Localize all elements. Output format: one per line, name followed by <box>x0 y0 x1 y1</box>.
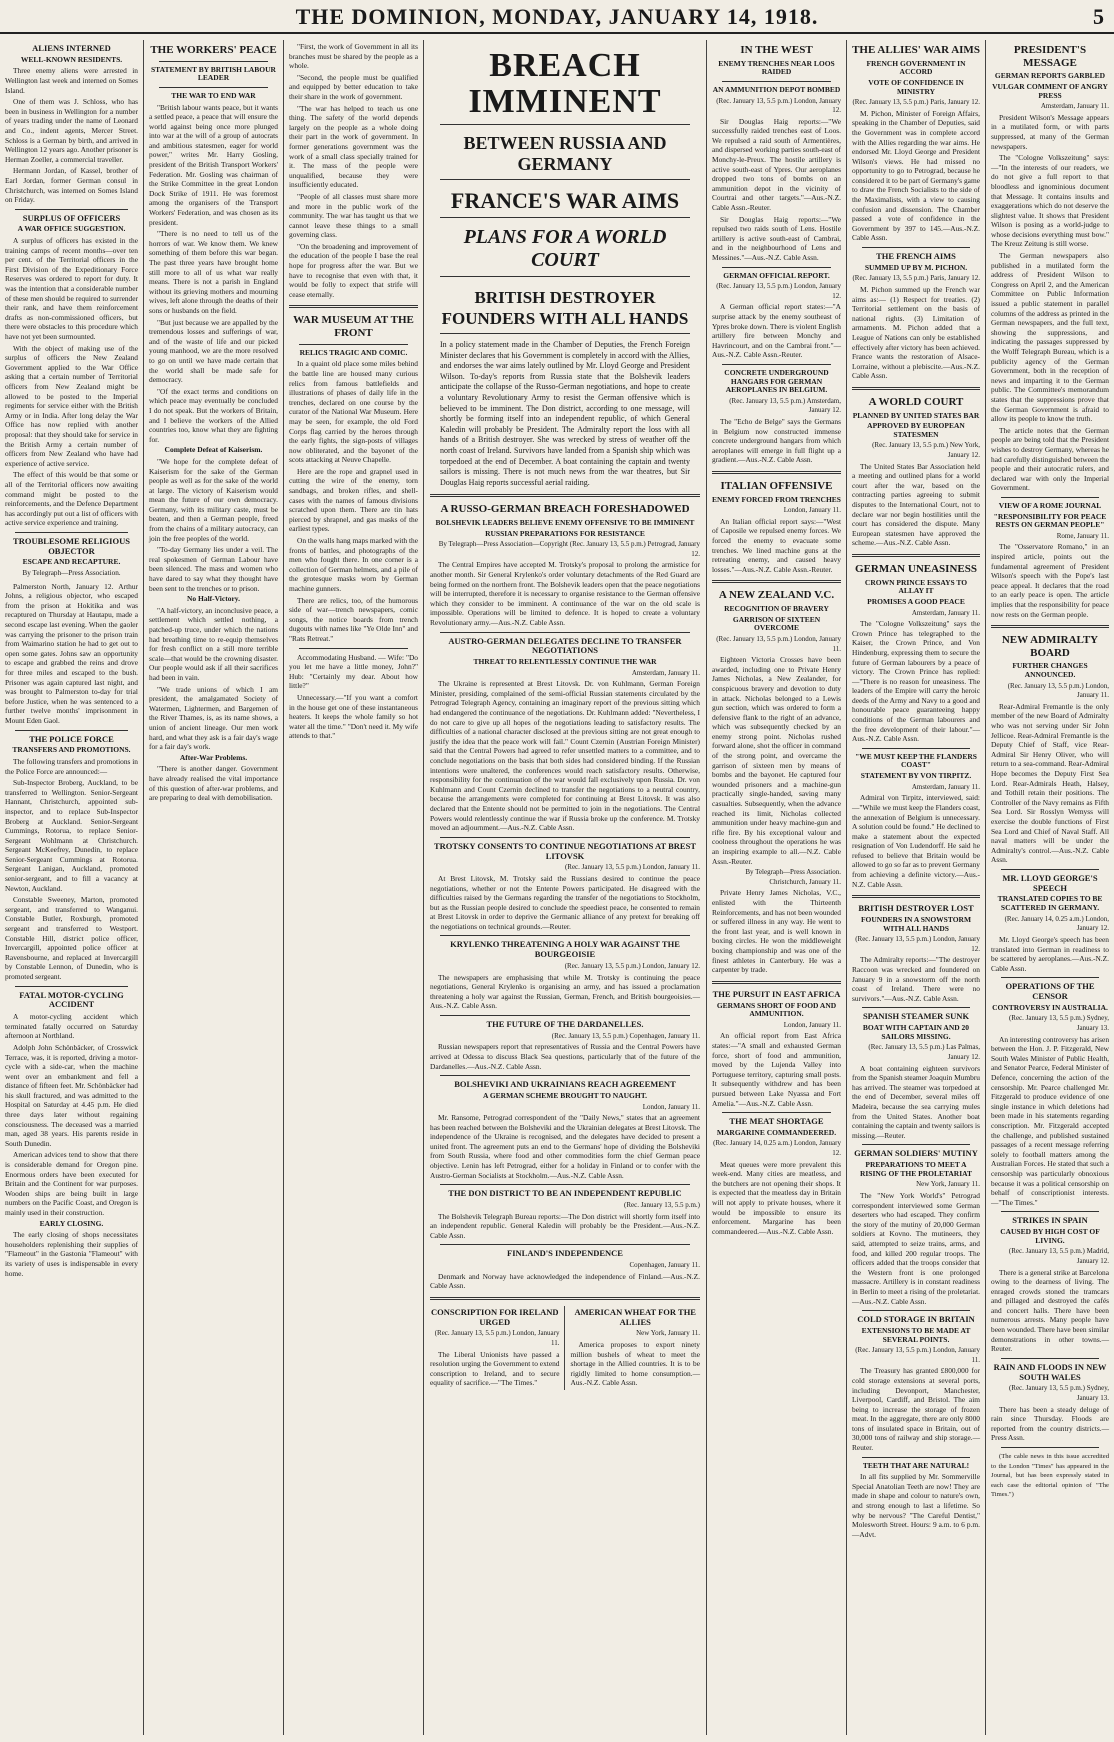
headline: FATAL MOTOR-CYCLING ACCIDENT <box>19 989 124 1010</box>
dateline: By Telegraph—Press Association. Christchurch, January 11. <box>745 868 841 886</box>
subheadline: A WAR OFFICE SUGGESTION. <box>17 224 126 234</box>
paragraph: The Admiralty reports:—"The destroyer Raccoon was wrecked and foundered on January 9 in a snowstorm off the north coast of Ireland. There were no survivors."—Aus.-N.Z. Cable Assn. <box>852 955 980 1003</box>
divider <box>440 217 690 218</box>
dateline: (Rec. January 13, 5.5 p.m.) Sydney, January 13. <box>1008 1384 1109 1402</box>
headline: STRIKES IN SPAIN <box>1012 1215 1088 1226</box>
paragraph: M. Pichon summed up the French war aims as:— (1) Respect for treaties. (2) Territorial settlement on the basis of national rights. (3) Limitation of armaments. M. Pichon added that a League of Nations can only be established effectively after victory has been achieved. France wants the restoration of Alsace-Lorraine, without a plebiscite.—Aus.-N.Z. Cable Assn. <box>852 285 980 381</box>
newspaper-title: THE DOMINION, MONDAY, JANUARY 14, 1918. <box>295 4 819 29</box>
subheadline: After-War Problems. <box>179 752 248 762</box>
dateline: (Rec. January 13, 5.5 p.m.) London, January 12. <box>564 962 700 971</box>
dateline: (Rec. January 13, 5.5 p.m.) New York, January 12. <box>872 441 980 460</box>
dateline: (Rec. January 13, 5.5 p.m.) London, January 11. <box>855 1346 980 1364</box>
paragraph: One of them was J. Schloss, who has been in business in Wellington for a number of years trading under the name of Leonard and Co., indent agents, Mercer Street. Schloss is a German by birth, and arrived in Wellington 12 years ago. Another prisoner is Herman Zoeller, a commercial traveller. <box>5 97 138 164</box>
dateline: New York, January 11. <box>636 1329 700 1338</box>
divider <box>430 494 700 497</box>
paragraph: With the object of making use of the surplus of officers the New Zealand Government applied to the War Office asking that a certain number of Territorial officers from New Zealand might be allowed to be posted to the Imperial regiments for service either with the British Army or in India. After long delay the War Office has now replied with another proposal: that they should take for service in the British Army a certain number of officers from New Zealand who have had experience of active service. <box>5 343 138 468</box>
divider <box>712 981 841 984</box>
subheadline: BOAT WITH CAPTAIN AND 20 SAILORS MISSING. <box>862 1023 970 1041</box>
subheadline: ENEMY FORCED FROM TRENCHES <box>712 494 841 504</box>
paragraph: An interesting controversy has arisen between the Hon. J. P. Fitzgerald, New South Wales Minister of Public Health, and Senator Pearce, Federal Minister of Defence, concerning the action of the censorship. Mr. Pearce challenged Mr. Fitzgerald to produce evidence of one single instance in which deletions had been made in his statements regarding conscription. Mr. Fitzgerald accepted the challenge, and published sustained passages of a recent message referring solely to football matters among the Australian Forces. He stated that such a censorship was particularly obnoxious because it was a political censorship on behalf of conscriptionist interests.—"The Times." <box>991 1034 1110 1207</box>
divider <box>440 1015 690 1016</box>
paragraph: Mr. Ransome, Petrograd correspondent of the "Daily News," states that an agreement has been reached between the Bolsheviki and the Ukrainian delegates at Brest Litovsk. The independence of the Ukraine is recognised, and the delegates have decided to present a united front. The agreement puts an end to the Germans' hope of dividing the Bolsheviki from South Russia, where food and other commodities form the chief German peace objective. Lenin has left Petrograd, either for a holiday in Finland or to confer with the Austro-German Socialists at Stockholm.—Aus.-N.Z. Cable Assn. <box>430 1113 700 1180</box>
paragraph: In a quaint old place some miles behind the battle line are housed many curious relics from famous battlefields and illustrations of phases of daily life in the trenches, declared on one course by the curator of the National War Museum. Here may be seen, for example, the old Ford Corps flag carried by the heroes through the early fights, the sign-posts of villages now obliterated, and the bayonet of the scots attacking at Neuve Chapelle. <box>289 359 418 465</box>
page-number: 5 <box>1093 4 1104 29</box>
paragraph: "Of the exact terms and conditions on which peace may eventually be concluded I do not speak. But the workers of Britain, and I believe the workers of the Allied countries too, know what they are fighting for. <box>149 386 278 444</box>
center-column <box>424 42 706 1732</box>
paragraph: The Bolshevik Telegraph Bureau reports:—The Don district will shortly form itself into an independent republic. General Kaledin will probably be the President.—Aus.-N.Z. Cable Assn. <box>430 1211 700 1240</box>
divider <box>722 81 831 82</box>
divider <box>440 837 690 838</box>
headline: WAR MUSEUM AT THE FRONT <box>293 314 414 340</box>
divider <box>289 305 418 308</box>
divider <box>15 532 128 533</box>
subheadline: CAUSED BY HIGH COST OF LIVING. <box>1000 1227 1100 1245</box>
subheadline: AN AMMUNITION DEPOT BOMBED <box>712 84 841 94</box>
subheadline: RECOGNITION OF BRAVERY <box>724 604 829 614</box>
paragraph: The "Osservatore Romano," in an inspired article, points out the fundamental agreement of President Wilson's speech with the Pope's last peace appeal. It declares that the road to an early peace is open. The article implies that the responsibility for peace now rests on the German people. <box>991 542 1109 619</box>
divider <box>1001 1358 1099 1359</box>
paragraph: President Wilson's Message appears in a mutilated form, or with parts suppressed, at many of the German newspapers. <box>991 112 1109 151</box>
wheat-story <box>571 1306 701 1390</box>
headline: KRYLENKO THREATENING A HOLY WAR AGAINST THE BOURGEOISIE <box>450 939 680 960</box>
subheadline: FRENCH GOVERNMENT IN ACCORD <box>866 58 966 77</box>
dateline: London, January 11. <box>783 506 841 515</box>
paragraph: There has been a steady deluge of rain since Thursday. Floods are reported from the country districts.—Press Assn. <box>991 1404 1109 1443</box>
dateline: Rome, January 11. <box>1056 531 1109 540</box>
paragraph: In all fits supplied by Mr. Sommerville Special Anatolian Teeth are now! They are made in shape and colour to nature's own, and strong enough to last a lifetime. So why be nervous? "The Careful Dentist," Molesworth Street. Hours: 9 a.m. to 6 p.m.—Advt. <box>852 1472 980 1539</box>
subheadline: FURTHER CHANGES ANNOUNCED. <box>1012 661 1088 680</box>
dateline: (Rec. January 13, 5.5 p.m.) London, January 12. <box>716 96 841 115</box>
subheadline: VOTE OF CONFIDENCE IN MINISTRY <box>868 77 964 96</box>
divider <box>440 124 690 125</box>
paragraph: "We hope for the complete defeat of Kaiserism for the sake of the German people as well as for the sake of the world at large. The victory of Kaiserism would mean the future of our own democracy. Germany, with its military caste, must be beaten, and then a German people, freed from the chains of a military autocracy, can join the free peoples of the world. <box>149 456 278 543</box>
headline: BOLSHEVIKI AND UKRAINIANS REACH AGREEMENT <box>454 1079 676 1090</box>
divider <box>862 1144 970 1145</box>
paragraph: Three enemy aliens were arrested in Wellington last week and interned on Somes Island. <box>5 66 138 95</box>
subheadline: THE WAR TO END WAR <box>171 90 256 100</box>
paragraph: The newspapers are emphasising that while M. Trotsky is continuing the peace negotiations, General Krylenko is organising an army, and has issued a proclamation threatening a holy war against the Russian, German, French, and British bourgeoisies.—Aus.-N.Z. Cable Assn. <box>430 972 700 1011</box>
divider <box>852 895 980 898</box>
subheadline: STATEMENT BY VON TIRPITZ. <box>860 771 972 781</box>
headline: COLD STORAGE IN BRITAIN <box>857 1314 975 1325</box>
subheadline: APPROVED BY EUROPEAN STATESMEN <box>867 421 965 439</box>
dateline: (Rec. January 14, 0.25 a.m.) London, January 12. <box>1004 914 1109 933</box>
headline: AUSTRO-GERMAN DELEGATES DECLINE TO TRANSFER NEGOTIATIONS <box>448 635 682 656</box>
paragraph: The following transfers and promotions in the Police Force are announced:— <box>5 756 139 776</box>
headline: A RUSSO-GERMAN BREACH FORESHADOWED <box>440 503 690 516</box>
paragraph: A German official report states:—"A surprise attack by the enemy southeast of Ypres broke down. There is violent English artillery fire between Monchy and Havrincourt, and on the Cambrai front."—Aus.-N.Z. Cable Assn.-Reuter. <box>712 302 841 360</box>
dateline: (Rec. January 13, 5.5 p.m.) London, January 11. <box>1007 681 1109 700</box>
dateline: Copenhagen, January 11. <box>629 1261 700 1270</box>
paragraph: There are relics, too, of the humorous side of war—trench newspapers, comic songs, the notice boards from trench dugouts with names like "Ye Olde Inn" and "Rats Retreat." <box>289 595 418 643</box>
dateline: By Telegraph—Press Association. <box>22 569 121 578</box>
paragraph: "The war has helped to teach us one thing. The safety of the world depends largely on the people as a whole doing their part in the work of government. In former generations government was the work of a small class specially trained for it. The mass of the people were unqualified, because they were insufficiently educated. <box>289 103 418 190</box>
headline: A NEW ZEALAND V.C. <box>718 589 835 602</box>
divider <box>440 179 690 180</box>
headline: PRESIDENT'S MESSAGE <box>1013 44 1087 69</box>
paragraph: Palmerston North, January 12. Arthur Johns, a religious objector, who escaped from the prison at Hokitika and was recaptured on Thursday at Hautapu, made a second escape last evening. When the gaoler was carrying the prisoner to the prison train from Waimarino station he had to get out to open some gates. Johns saw an opportunity to escape and grabbed the reins and drove for three miles and escaped to the bush. Prisoner was again captured last night, and was brought to Palmerston to-day for trial before Justice, when he was sentenced to a further twelve months' imprisonment in Mount Eden Gaol. <box>5 581 138 725</box>
dateline: (Rec. January 13, 5.5 p.m.) London, January 11. <box>564 863 700 872</box>
divider <box>440 632 690 633</box>
divider <box>722 1112 831 1113</box>
paragraph: The Ukraine is represented at Brest Litovsk. Dr. von Kuhlmann, German Foreign Minister, presiding, complained of the semi-official Russian statements circulated by the Petrograd Telegraph Agency, containing an imaginary report of the previous sitting which had endangered the continuance of the negotiations. Dr. Kuhlmann added: "Nevertheless, I do not care to give up all hopes of the negotiations leading to satisfactory results. The difficulties of a national character disclosed at the previous sitting are not great enough to justify the idea that the peace work will fail." Count Czernin (Austrian Foreign Minister) said that the Central Powers had agreed to refer unsettled matters to a committee, and to conclude negotiations on the basis that both sides had considered binding. If the Russian intentions were unaltered, the conferences would reach satisfactory results. Otherwise, responsibility for the continuation of the war would fall exclusively upon Russia. Dr. von Kuhlmann and Count Czernin declined to transfer the negotiations to a neutral country, because the arrangements were completed for continuing at Brest Litovsk. It was also declared that the Entente should not be permitted to join in the negotiations. The Central Powers would relentlessly continue the war if Russia broke up the conference. M. Trotsky moved an adjournment.—Aus.-N.Z. Cable Assn. <box>430 679 700 833</box>
subheadline: MARGARINE COMMANDEERED. <box>716 1127 837 1137</box>
paragraph: There is a general strike at Barcelona owing to the dearness of living. The enraged crowds stoned the tramcars and pillaged and destroyed the cafés and concert halls. There have been numerous arrests. Many people have been wounded. There have been similar demonstrations in other towns.—Reuter. <box>991 1267 1109 1354</box>
dateline: (Rec. January 13, 5.5 p.m.) London, January 12. <box>716 282 841 300</box>
paragraph: The United States Bar Association held a meeting and outlined plans for a world court after the war, based on the contracting parties agreeing to submit disputes to the International Court, not to declare war nor begin hostilities until the court has considered the dispute. Many European statesmen have approved the scheme.—Aus.-N.Z. Cable Assn. <box>852 461 980 548</box>
paragraph: "First, the work of Government in all its branches must be shared by the people as a whole. <box>289 42 418 71</box>
divider <box>159 61 268 62</box>
paragraph: An official report from East Africa states:—"A small and exhausted German force, short of food and ammunition, moved by the Lujenda Valley into Portuguese territory, capturing small posts. It subsequently withdrew and has been pursued between Lake Nyassa and Fort Amelia."—Aus.-N.Z. Cable Assn. <box>712 1031 841 1108</box>
divider <box>862 1007 970 1008</box>
subheadline: BOLSHEVIK LEADERS BELIEVE ENEMY OFFENSIVE TO BE IMMINENT <box>435 517 695 527</box>
paragraph: The "Echo de Belge" says the Germans in Belgium now constructed immense concrete underground hangars from which aeroplanes will emerge in full flight up a gradient.—Aus.-N.Z. Cable Assn. <box>712 417 841 465</box>
paragraph: Constable Sweeney, Marton, promoted sergeant, and transferred to Wanganui. Constable Butler, Roxburgh, promoted sergeant and transferred to Westport. Constable Hill, district police officer, Invercargill, appointed police officer at Ravensbourne, and replaced at Invercargill by Constable Lennon, of Dunedin, who is promoted sergeant. <box>5 895 138 982</box>
dateline: Amsterdam, January 11. <box>911 608 980 617</box>
subheadline: STATEMENT BY BRITISH LABOUR LEADER <box>151 64 276 83</box>
subheadline: CONTROVERSY IN AUSTRALIA. <box>992 1002 1108 1012</box>
column-6 <box>847 42 985 1732</box>
dateline: (Rec. January 13, 5.5 p.m.) London, January 12. <box>855 935 980 953</box>
column-1 <box>0 42 143 1732</box>
dateline: (Rec. January 13, 5.5 p.m.) London, January 11. <box>434 1329 560 1348</box>
dateline: (Rec. January 13, 5.5 p.m.) Paris, January 12. <box>852 274 980 283</box>
paragraph: "To-day Germany lies under a veil. The real spokesmen of German Labour have been silenced. The mass and women who have dared to say what they thought have been sent to the trenches or to prison. <box>149 545 278 593</box>
headline: SPANISH STEAMER SUNK <box>862 1011 970 1022</box>
column-2 <box>144 42 283 1732</box>
paragraph: On the walls hang maps marked with the fronts of battles, and photographs of the men who fought there. In one corner is a collection of German helmets, and a pile of the grotesque masks worn by German machine gunners. <box>289 536 418 593</box>
divider <box>440 276 690 277</box>
headline: THE FUTURE OF THE DARDANELLES. <box>486 1018 644 1029</box>
headline: MR. LLOYD GEORGE'S SPEECH <box>1002 872 1098 893</box>
banner-headline: BREACH IMMINENT <box>468 47 662 120</box>
subheadline: THREAT TO RELENTLESSLY CONTINUE THE WAR <box>473 657 657 667</box>
dateline: Amsterdam, January 11. <box>631 668 700 677</box>
headline: TROTSKY CONSENTS TO CONTINUE NEGOTIATIONS AT BREST LITOVSK <box>433 840 696 861</box>
bottom-split <box>430 1306 700 1390</box>
headline: NEW ADMIRALTY BOARD <box>1001 634 1099 659</box>
paragraph: Accommodating Husband. — Wife: "Do you let me have a little money, John?" Hub: "Certainly my dear. About how little?" <box>289 652 418 691</box>
masthead <box>0 0 1114 34</box>
headline: FINLAND'S INDEPENDENCE <box>507 1248 623 1259</box>
divider <box>440 333 690 334</box>
subheadline: ESCAPE AND RECAPTURE. <box>22 557 121 567</box>
headline: GERMAN SOLDIERS' MUTINY <box>854 1148 978 1159</box>
dateline: (Rec. January 13, 5.5 p.m.) London, January 11. <box>716 634 841 653</box>
headline: THE FRENCH AIMS <box>876 251 956 262</box>
divider <box>722 364 831 365</box>
headline: RAIN AND FLOODS IN NEW SOUTH WALES <box>993 1361 1107 1382</box>
dateline: (Rec. January 13, 5.5 p.m.) Las Palmas, January 12. <box>868 1043 980 1062</box>
paragraph: "There is another danger. Government have already realised the vital importance of this question of after-war problems, and are preparing to deal with demobilisation. <box>149 764 278 803</box>
subheadline: TRANSLATED COPIES TO BE SCATTERED IN GERMANY. <box>997 894 1103 913</box>
divider <box>1001 869 1099 870</box>
dateline: (Rec. January 14, 0.25 a.m.) London, January 12. <box>713 1139 841 1158</box>
subheadline: TEETH THAT ARE NATURAL! <box>862 1460 970 1470</box>
headline: THE WORKERS' PEACE <box>150 44 277 56</box>
dateline: London, January 11. <box>783 1020 841 1029</box>
paragraph: American advices tend to show that there is considerable demand for Oregon pine. Enormous orders have been executed for Britain and the Continent for war purposes. Wooden ships are being built in large numbers on the Pacific Coast, and Oregon is mainly used in their construction. <box>5 1150 138 1218</box>
dateline: (Rec. January 13, 5.5 p.m.) Copenhagen, January 11. <box>551 1031 700 1040</box>
subheadline: No Half-Victory. <box>186 594 241 604</box>
headline: IN THE WEST <box>740 44 813 56</box>
divider <box>440 1184 690 1185</box>
paragraph: The Central Empires have accepted M. Trotsky's proposal to prolong the armistice for another month. Sir General Krylenko's order voluntary detachments of the Red Guard are being formed on the northern front. The Bolshevik leaders open that the peace negotiations will be interrupted, therefore it is necessary to organise resistance to the German offensive which they consider to be imminent. A continuance of the war on the old scale is impossible. Operations will be limited to defence. It is hoped to create a voluntary Revolutionary army.—Aus.-N.Z. Cable Assn. <box>430 560 700 627</box>
paragraph: Sir Douglas Haig reports:—"We repulsed two raids south of Lens. Hostile artillery is active south-east of Cambrai, and in the neighbourhood of Lens and Messines."—Aus.-N.Z. Cable Assn. <box>712 214 841 263</box>
paragraph: The early closing of shops necessitates householders replenishing their supplies of "Flameout" in the Gastonia "Flameout" with its variety of uses is indispensable in every home. <box>5 1230 138 1278</box>
headline: CONSCRIPTION FOR IRELAND URGED <box>430 1306 559 1327</box>
column-7 <box>986 42 1114 1732</box>
dateline: London, January 11. <box>642 1102 700 1111</box>
headline: THE POLICE FORCE <box>29 733 114 744</box>
headline: ALIENS INTERNED <box>32 43 111 53</box>
paragraph: "People of all classes must share more and more in the public work of the community. The war has taught us that we cannot leave these things to a small governing class. <box>289 191 418 240</box>
paragraph: Denmark and Norway have acknowledged the independence of Finland.—Aus.-N.Z. Cable Assn. <box>430 1271 700 1291</box>
subheadline: CONCRETE UNDERGROUND HANGARS FOR GERMAN AEROPLANES IN BELGIUM. <box>724 367 829 395</box>
subheadline: TRANSFERS AND PROMOTIONS. <box>12 745 131 755</box>
paragraph: "Second, the people must be qualified and equipped by better education to take their share in the work of government. <box>289 72 418 101</box>
divider <box>440 935 690 936</box>
paragraph: The German newspapers also published in a mutilated form the address of President Wilson to Congress on April 2, and the American Committee on Public Information issued a public statement in parallel columns of the address as printed in the German newspapers, and the full text, showing the suppressions, and indicating the passages suppressed by the Wolff Telegraph Bureau, which is a publicity agency of the German Government, both in the reception of news and imparting it to the German public. The Committee's memorandum states that the suppressions prove that the German Government is afraid to allow its people to know the truth. <box>991 251 1109 424</box>
dateline: (Rec. January 13, 5.5 p.m.) <box>623 1201 700 1210</box>
paragraph: "A half-victory, an inconclusive peace, a settlement which settled nothing, a patched-up truce, under which the nations had breathing time to re-equip themselves for fresh conflict on a still more terrible scale—that would be the crowning disaster. Our people would ask if all their sacrifices had been in vain. <box>149 605 278 683</box>
divider <box>852 554 980 557</box>
paragraph: Private Henry James Nicholas, V.C., enlisted with the Thirteenth Reinforcements, and has not been wounded or suffered illness in any way. He went to the front last year, and is well known in boxing circles. He won the middleweight boxing championship and was one of the finest athletes in Canterbury. He was a carpenter by trade. <box>712 888 841 975</box>
dateline: (Rec. January 13, 5.5 p.m.) Amsterdam, January 12. <box>729 396 841 415</box>
paragraph: Rear-Admiral Fremantle is the only member of the new Board of Admiralty who was not serving under Sir John Jellicoe. Rear-Admiral Fremantle is the Deputy Chief of Staff, vice Rear-Admiral Sir Henry Oliver, who will return to a sea-command. Rear-Admiral Hope becomes the Deputy First Sea Lord. Rear-Admirals Heath, Halsey, and Tothill retain their positions. The Controller of the Navy remains as Fifth Sea Lord. Sir Rosslyn Wemyss will exercise the double functions of First Sea Lord and Chief of Naval Staff. All naval matters will be under the Admiralty's control.—Aus.-N.Z. Cable Assn. <box>991 701 1109 865</box>
headline: OPERATIONS OF THE CENSOR <box>1005 981 1095 1002</box>
paragraph: "But just because we are appalled by the tremendous losses and sufferings of war, and of the waste of life and our picked young manhood, we are the more resolved to go on until we have made certain that the world shall be made safe for democracy. <box>149 317 278 385</box>
divider <box>299 344 408 345</box>
divider <box>1001 977 1099 978</box>
subheadline: A GERMAN SCHEME BROUGHT TO NAUGHT. <box>482 1090 648 1100</box>
headline: THE DON DISTRICT TO BE AN INDEPENDENT REPUBLIC <box>448 1188 682 1199</box>
dateline: (Rec. January 13, 5.5 p.m.) Madrid, January 12. <box>1008 1247 1109 1265</box>
headline: FRANCE'S WAR AIMS <box>450 188 680 213</box>
paragraph: "We trade unions of which I am president, the amalgamated Society of Watermen, Lightermen, and Bargemen of the River Thames, is, as its name shows, a union of ancient lineage. Our men work hard, and what they ask is a fair day's wage for a fair day's work. <box>149 684 278 752</box>
subheadline: "RESPONSIBILITY FOR PEACE RESTS ON GERMAN PEOPLE" <box>993 511 1107 530</box>
paragraph: Eighteen Victoria Crosses have been awarded, including one to Private Henry James Nicholas, a New Zealander, for conspicuous bravery and devotion to duty in attack. Nicholas belonged to a Lewis gun section, which was ordered to form a defensive flank to the right of an advance, which was subsequently checked by an enemy strong point. Nicholas rushed forward alone, shot the officer in command of the strong point, and overcame the garrison of sixteen men by means of bombs and the bayonet. He captured four wounded prisoners and a machine-gun practically single-handed, saving many casualties. Subsequently, when the advance reached its limit, Nicholas collected ammunition under heavy machine-gun and rifle fire. By his exceptional valour and coolness throughout the operations he was an inspiring example to all.—N.Z. Cable Assn.-Reuter. <box>712 655 841 866</box>
divider <box>1001 1447 1099 1448</box>
paragraph: The "Cologne Volkszeitung" says the Crown Prince has telegraphed to the Kaiser, the Crown Prince, and Von Hindenburg, expressing them to secure the future of German labourers by a peace of victory. The Crown Prince has replied:—"There is no reason for uneasiness. The leaders of the Empire will carry the heroic deeds of the Army and Navy to a good and honourable peace guaranteeing happy conditions of the German labourers and the free development of their labour."—Aus.-N.Z. Cable Assn. <box>852 619 980 744</box>
subheadline: PLANNED BY UNITED STATES BAR <box>852 410 980 420</box>
dateline: (Rec. January 13, 5.5 p.m.) Sydney, January 13. <box>1008 1014 1109 1033</box>
dateline: By Telegraph—Press Association—Copyright (Rec. January 13, 5.5 p.m.) Petrograd, January 12. <box>438 540 700 558</box>
subheadline: EARLY CLOSING. <box>39 1218 104 1228</box>
headline: TROUBLESOME RELIGIOUS OBJECTOR <box>13 535 130 556</box>
subheadline: PREPARATIONS TO MEET A RISING OF THE PROLETARIAT <box>859 1160 973 1178</box>
dateline: (Rec. January 13, 5.5 p.m.) Paris, January 12. <box>852 98 980 107</box>
paragraph: The Treasury has granted £800,000 for cold storage extensions at several ports, including Devonport, Manchester, Liverpool, Cardiff, and Bristol. The aim being to increase the storage of frozen meat. In the aggregate, there are only 8000 tons of insulated space in Britain, out of 30,000 tons of railway and ship storage.—Reuter. <box>852 1366 980 1453</box>
headline: A WORLD COURT <box>868 395 964 408</box>
subheadline: EXTENSIONS TO BE MADE AT SEVERAL POINTS. <box>861 1325 971 1344</box>
divider <box>862 1457 970 1458</box>
paragraph: Sub-Inspector Broberg, Auckland, to be transferred to Wellington. Senior-Sergeant Hannant, Christchurch, appointed sub-inspector, and to replace Sub-Inspector Broberg at Auckland. Senior-Sergeant Cummings, Rotorua, to replace Senior-Sergeant Wohlmann at Christchurch. Sergeant McKeefrey, Dunedin, to replace Senior-Sergeant Cummings at Rotorua. Sergeant Lanigan, Auckland, promoted senior-sergeant, and to fill a vacancy at Newton, Auckland. <box>5 778 138 893</box>
paragraph: A motor-cycling accident which terminated fatally occurred on Saturday afternoon at Northland. <box>5 1012 138 1041</box>
dateline: New York, January 11. <box>916 1180 980 1189</box>
divider <box>852 387 980 390</box>
headline: THE MEAT SHORTAGE <box>729 1116 824 1127</box>
divider <box>1001 497 1099 498</box>
lead-summary: In a policy statement made in the Chamber of Deputies, the French Foreign Minister declares that his Government is completely in accord with the Allies, and endorses the war aims lately outlined by Mr. Lloyd George and President Wilson. To-day's reports from Russia state that the Bolshevik leaders anticipate the collapse of the Russo-German negotiations, and hope to create a voluntary Revolutionary Army to resist the German offensive which is believed to be imminent. The Don district, according to one message, will shortly be forming itself into an independent republic, of which General Kaledin will probably be President. The Admiralty report the loss with all hands of a British destroyer. She was wrecked by stress of weather off the north coast of Ireland. Survivors have landed from a Spanish ship which was torpedoed at the end of December. A boat containing the captain and twenty sailors is missing. There is not much news from the war theatres, but Sir Douglas Haig reports successful aerial raiding. <box>440 340 690 487</box>
divider <box>15 730 128 731</box>
subheadline: RUSSIAN PREPARATIONS FOR RESISTANCE <box>485 528 645 538</box>
headline: SURPLUS OF OFFICERS <box>22 212 121 223</box>
divider <box>15 209 128 210</box>
dateline: Amsterdam, January 11. <box>1040 102 1109 111</box>
paragraph: "On the broadening and improvement of the education of the people I base the real hope for progress after the war. But we have to recognise that even with that, it would be folly to expect that strife will cease eternally. <box>289 241 418 299</box>
paragraph: "There is no need to tell us of the horrors of war. We know them. We knew something of them before this war began. The past three years have brought home still more to all of us what war really means. There is not a parish in England without its grieving mothers and mourning wives, left alone through the deaths of their sons or husbands on the field. <box>149 229 278 315</box>
paragraph: The "Cologne Volkszeitung" says:—"In the interests of our readers, we do not give a full report to that bloodless and ignominious document that Message. It contains insults and exaggerations which do not deserve the slightest value. It shows that President Wilson is posing as a world-judge to whose decisions everything must bow." The Kreuz Zeitung is still worse. <box>991 153 1109 249</box>
column-5 <box>707 42 846 1732</box>
subheadline: GARRISON OF SIXTEEN OVERCOME <box>732 614 821 633</box>
subheadline: GERMANS SHORT OF FOOD AND AMMUNITION. <box>716 1000 837 1019</box>
divider <box>862 1310 970 1311</box>
divider <box>991 625 1109 628</box>
headline: ITALIAN OFFENSIVE <box>720 480 833 493</box>
paragraph: The Liberal Unionists have passed a resolution urging the Government to extend conscription to Ireland, and to secure equality of sacrifice.—"The Times." <box>430 1349 560 1388</box>
subheadline: FOUNDERS IN A SNOWSTORM WITH ALL HANDS <box>860 915 972 933</box>
paragraph: Sir Douglas Haig reports:—"We successfully raided trenches east of Loos. We repulsed a raid south of Armentières, and dispersed working parties south-east of Monchy-le-Preux. The hostile artillery is active south-east of Ypres. Our aeroplanes dropped two tons of bombs on an ammunition depot in the vicinity of Courtrai and other targets."—Aus.-N.Z. Cable Assn.-Reuter. <box>712 116 841 213</box>
headline: THE ALLIES' WAR AIMS <box>852 44 980 56</box>
headline: BRITISH DESTROYER FOUNDERS WITH ALL HANDS <box>441 288 689 328</box>
subheadline: GERMAN REPORTS GARBLED <box>994 71 1106 81</box>
headline: PLANS FOR A WORLD COURT <box>463 226 667 271</box>
subheadline: SUMMED UP BY M. PICHON. <box>864 262 968 272</box>
divider <box>712 580 841 583</box>
subheadline: VIEW OF A ROME JOURNAL <box>998 500 1102 510</box>
divider <box>159 87 268 88</box>
divider <box>1001 1211 1099 1212</box>
divider <box>440 1075 690 1076</box>
divider <box>299 648 408 649</box>
subheadline: GERMAN OFFICIAL REPORT. <box>723 270 830 280</box>
column-3 <box>284 42 423 1732</box>
subheadline: WELL-KNOWN RESIDENTS. <box>20 54 123 64</box>
paragraph: America proposes to export ninety million bushels of wheat to meet the shortage in the Allied countries. It is to be rigidly limited to home consumption.—Aus.-N.Z. Cable Assn. <box>570 1340 700 1388</box>
headline: BRITISH DESTROYER LOST <box>858 903 974 914</box>
paragraph: The effect of this would be that some or all of the Territorial officers now awaiting command might be posted to the reinforcements, and the Defence Department has accordingly put out a list of officers with active service experience and training. <box>5 470 138 528</box>
paragraph: The article notes that the German people are being told that the President wishes to destroy Germany, whereas he had carefully distinguished between the people and their autocratic rulers, and declared war with only the Imperial Government. <box>991 425 1109 493</box>
divider <box>722 267 831 268</box>
paragraph: Adolph John Schönbäcker, of Crosswick Terrace, was, it is reported, driving a motor-cycle with a side-car, when the machine went over an embankment and fell a distance of fifteen feet. Mr. Schönbäcker had his skull fractured, and was admitted to the Hospital on Saturday at 4.45 p.m. He died three days later without regaining consciousness. The deceased was a married man, aged 38 years. His parents reside in South Dunedin. <box>5 1042 138 1148</box>
subheadline: Complete Defeat of Kaiserism. <box>164 445 263 455</box>
divider <box>440 1244 690 1245</box>
paragraph: Russian newspapers report that representatives of Russia and the Central Powers have arrived at Odessa to discuss Black Sea questions, particularly that of the future of the Dardanelles.—Aus.-N.Z. Cable Assn. <box>430 1042 700 1071</box>
paragraph: At Brest Litovsk, M. Trotsky said the Russians desired to continue the peace negotiations, whether or not the Entente Powers participated. He disagreed with the difficulties raised by the Germans regarding the transfer of the negotiations to Stockholm, but as the Russian people desired to conclude the speediest peace, he consented to remain at Brest Litovsk in order to deprive the Germanic alliance of any pretext for breaking off the negotiations on technical grounds.—Reuter. <box>430 873 700 931</box>
divider <box>862 748 970 749</box>
divider <box>430 1297 700 1300</box>
conscription-story <box>430 1306 565 1390</box>
headline: THE PURSUIT IN EAST AFRICA <box>712 988 841 999</box>
subheadline: RELICS TRAGIC AND COMIC. <box>299 347 408 357</box>
editorial-note: (The cable news in this issue accredited to the London "Times" has appeared in the Journal, but has been expressly stated in each case the editorial opinion of "The Times.") <box>991 1452 1109 1499</box>
subheadline: CROWN PRINCE ESSAYS TO ALLAY IT <box>864 577 968 596</box>
paragraph: A surplus of officers has existed in the training camps of recent months—over ten per cent. of the Territorial officers in the First Division of the Expeditionary Force Reserves was ordered to report for duty. It was the intention that a considerable number of these men should be required to surrender their rank, and have them reinforcement drafts as non-commissioned officers, but there were obstacles to this procedure which have not yet been surmounted. <box>5 236 138 342</box>
paragraph: Here are the rope and grapnel used in cutting the wire of the enemy, torn sandbags, and broken rifles, and shell-cases with the names of famous divisions scratched upon them. There are tin hats pierced by shrapnel, and gas masks of the earliest types. <box>289 466 418 534</box>
paragraph: Mr. Lloyd George's speech has been translated into German in readiness to be scattered by aeroplanes.—Aus.-N.Z. Cable Assn. <box>991 934 1109 973</box>
subheadline: PROMISES A GOOD PEACE <box>867 596 965 606</box>
paragraph: A boat containing eighteen survivors from the Spanish steamer Joaquin Mumbru has arrived. The steamer was torpedoed at the end of December, several miles off Madeira, because the sea carrying mules from the United States. Another boat containing the captain and twenty sailors is missing.—Reuter. <box>852 1063 980 1140</box>
divider <box>712 471 841 474</box>
paragraph: An Italian official report says:—"West of Caposile we repulsed enemy forces. We forced the enemy to evacuate some trenches. We lined machine guns at the retreating enemy, and caused heavy losses."—Aus.-N.Z. Cable Assn.-Reuter. <box>712 516 841 574</box>
headline: GERMAN UNEASINESS <box>855 563 977 576</box>
paragraph: Meat queues were more prevalent this week-end. Many cities are meatless, and the butchers are not opening their shops. It is expected that the meatless day in Britain will not apply to private houses, where it would be impossible to ensure its enforcement. Margarine has been commandeered.—Aus.-N.Z. Cable Assn. <box>712 1159 841 1236</box>
paragraph: Unnecessary.—"If you want a comfort in the house get one of these instantaneous heaters. It keeps the whole family so hot water all the time." "Don't need it. My wife attends to that." <box>289 692 418 741</box>
paragraph: "British labour wants peace, but it wants a settled peace, a peace that will ensure the world against being once more plunged into war at the will of a group of autocrats and ambitious statesmen, eager for world power," writes Mr. Harry Gosling, president of the British Transport Workers' Federation. Mr. Gosling was chairman of the Strike Committee in the great London Dock Strike of 1911. He was foremost among the organisers of the Transport Workers' Federation, and was chosen as its president. <box>149 102 278 227</box>
paragraph: M. Pichon, Minister of Foreign Affairs, speaking in the Chamber of Deputies, said the Government was in complete accord with the Allies regarding the war aims. He endorsed Mr. Lloyd George and President Wilson's views. He had missed no opportunity to go to Petrograd, because he considered it to be part of Germany's game to draw the French Socialists to the side of the Maximalists, with a view to causing confusion and dissension. The Chamber passed a vote of confidence in the Government by 397 to 145.—Aus.-N.Z. Cable Assn. <box>852 108 980 243</box>
headline: BETWEEN RUSSIA AND GERMANY <box>463 133 667 174</box>
divider <box>862 247 970 248</box>
paragraph: Admiral von Tirpitz, interviewed, said:—"While we must keep the Flanders coast, the annexation of Belgium is unnecessary. A solution could be found." He declined to make a statement about the expected resignation of Von Ludendorff. He said he refused to believe that Britain would be allowed to go so far as to prevent Germany from achieving a definite victory.—Aus.-N.Z. Cable Assn. <box>852 793 981 889</box>
headline: AMERICAN WHEAT FOR THE ALLIES <box>574 1306 696 1327</box>
dateline: Amsterdam, January 11. <box>911 782 980 791</box>
subheadline: VULGAR COMMENT OF ANGRY PRESS <box>992 81 1108 100</box>
subheadline: "WE MUST KEEP THE FLANDERS COAST" <box>855 751 977 770</box>
divider <box>15 986 128 987</box>
paragraph: Hermann Jordan, of Kassel, brother of Earl Jordan, former German consul in Christchurch, was interned on Somes Island on Friday. <box>5 166 138 205</box>
paragraph: The "New York World's" Petrograd correspondent interviewed some German deserters who had escaped. They confirm the story of the mutiny of 20,000 German soldiers at Kovno. The mutineers, they said, attempted to seize trains, arms, and food, and killed 200 regular troops. The officers added that the troops consider that the Western front is one prolonged massacre. Artillery is in constant readiness in Berlin to meet a rising of the proletariat.—Aus.-N.Z. Cable Assn. <box>852 1190 980 1306</box>
subheadline: ENEMY TRENCHES NEAR LOOS RAIDED <box>718 58 835 77</box>
